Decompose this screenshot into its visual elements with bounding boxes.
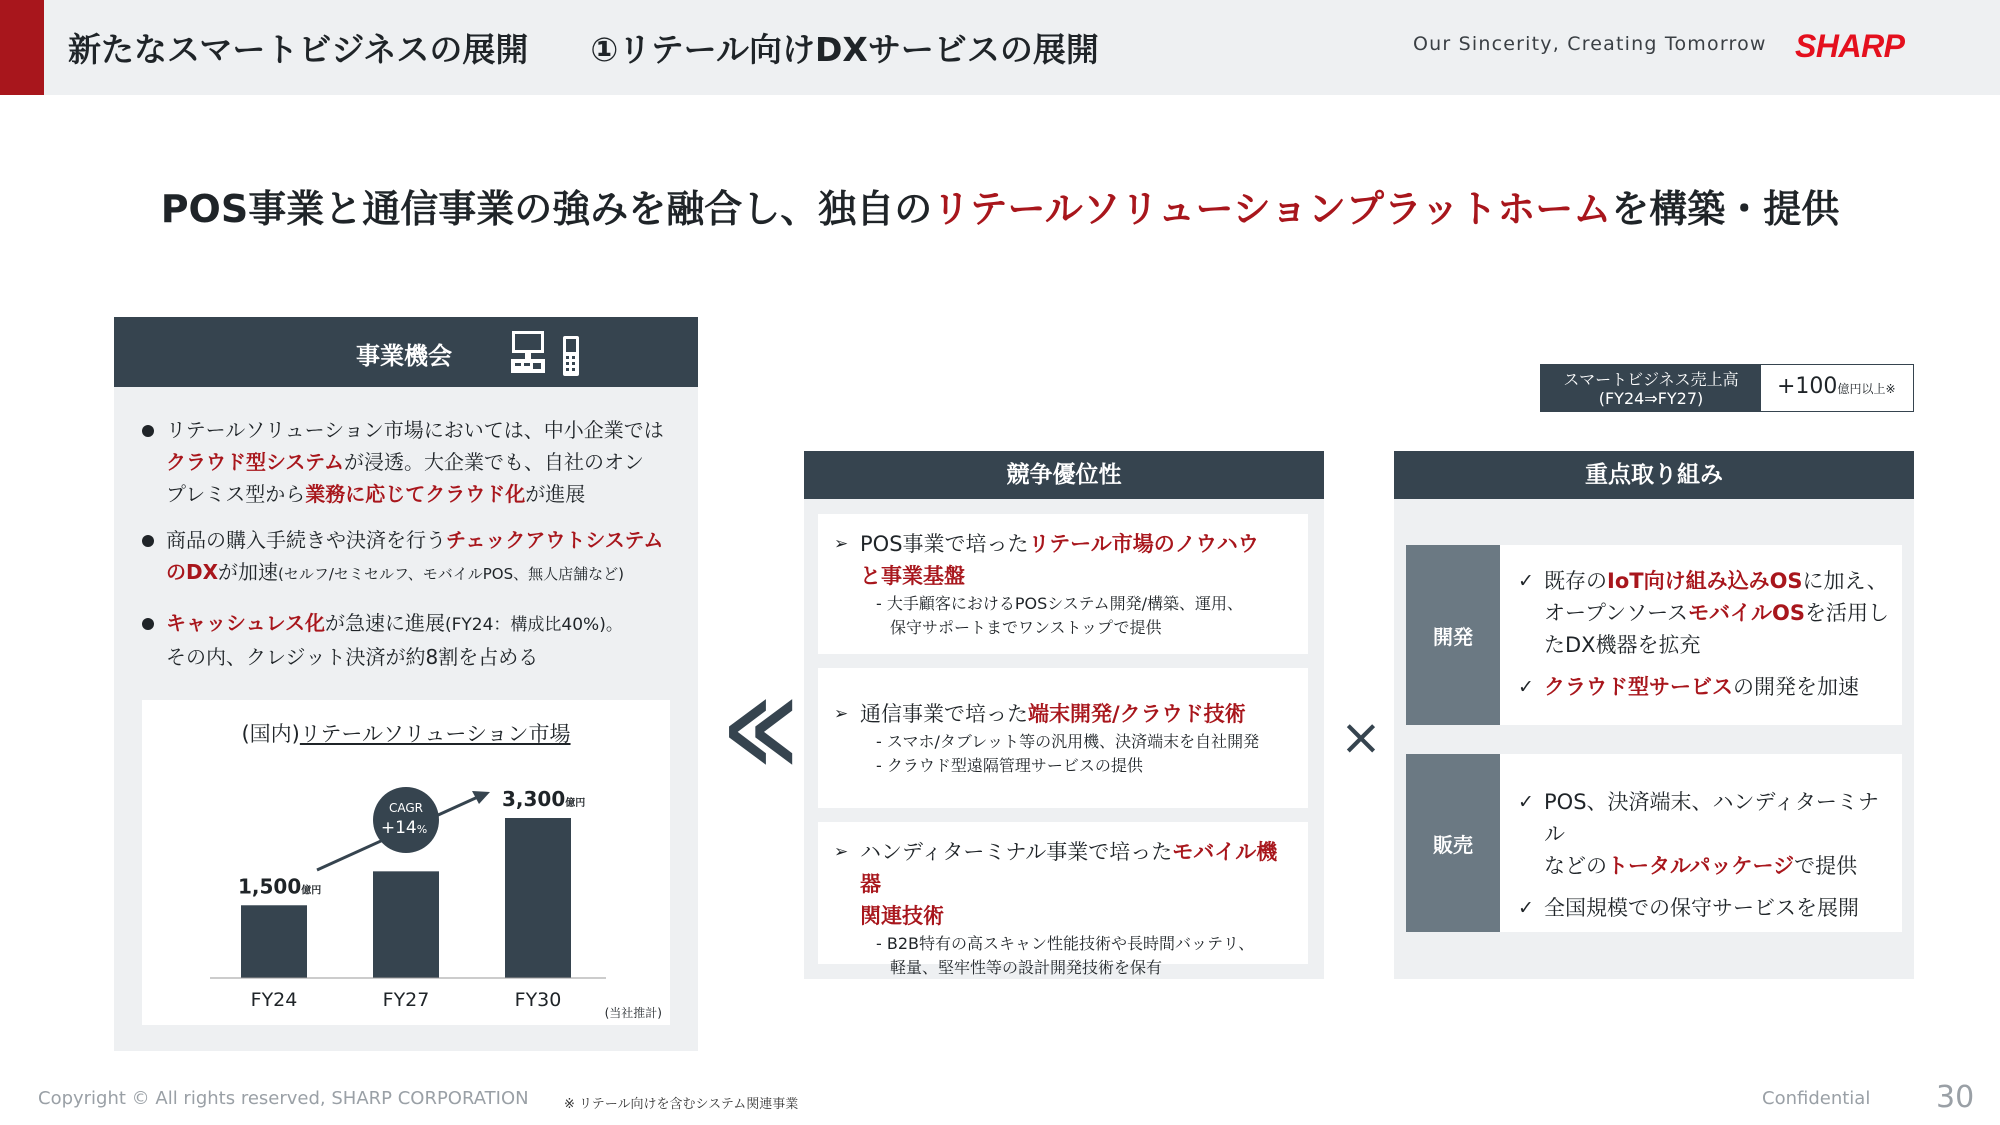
chart-category-label: FY30: [514, 989, 562, 1011]
b2-h1: チェックアウトシステム: [446, 528, 664, 552]
dev-i1-l2b: を活用し: [1805, 601, 1890, 625]
adv1-pre: POS事業で培った: [860, 532, 1029, 556]
sales-item-1: [1518, 786, 1892, 882]
bullet-dot: [142, 425, 154, 437]
confidential-label: Confidential: [1762, 1088, 1871, 1109]
market-chart: [142, 700, 670, 1025]
headline-pre: POS事業と通信事業の強みを融合し、独自の: [160, 187, 933, 231]
chart-data-label: 3,300億円: [502, 787, 586, 811]
dev-item-2: [1518, 671, 1892, 703]
copyright: Copyright © All rights reserved, SHARP CORPORATION: [38, 1088, 529, 1109]
dev-i1-h: IoT向け組み込みOS: [1607, 569, 1803, 593]
advantage-heading: 競争優位性: [804, 451, 1324, 499]
dev-i2-post: の開発を加速: [1733, 675, 1859, 699]
badge-label-1: スマートビジネス売上高: [1563, 370, 1739, 389]
sales-item-2: [1518, 892, 1892, 924]
opportunity-bullet-2: [142, 524, 682, 590]
bullet-dot: [142, 535, 154, 547]
bullet-dot: [142, 618, 154, 630]
check-icon: ✓: [1518, 676, 1534, 698]
chart-bar: [505, 818, 571, 978]
opportunity-header: [114, 317, 698, 387]
opportunity-panel: [114, 317, 698, 1051]
slogan: Our Sincerity, Creating Tomorrow: [1413, 33, 1767, 55]
adv3-h: モバイル機器: [860, 840, 1278, 896]
advantage-panel: [804, 451, 1324, 979]
sales-i2: 全国規模での保守サービスを展開: [1544, 896, 1859, 920]
opportunity-heading: 事業機会: [356, 342, 452, 370]
chart-bar: [241, 905, 307, 978]
chart-category-label: FY27: [382, 989, 430, 1011]
dev-i1-pre: 既存の: [1544, 569, 1607, 593]
b3-note: (FY24：構成比40%)。: [445, 615, 623, 635]
b3-l1: が急速に進展: [325, 611, 445, 635]
adv2-h: 端末開発/クラウド技術: [1028, 702, 1246, 726]
arrow-icon: ≪: [724, 673, 780, 785]
cross-icon: ×: [1340, 708, 1382, 766]
chart-title-text: リテールソリューション市場: [299, 722, 571, 746]
sales-tag: 販売: [1406, 754, 1500, 932]
adv3-sub1: - B2B特有の高スキャン性能技術や長時間バッテリ、: [876, 934, 1255, 953]
focus-heading: 重点取り組み: [1394, 451, 1914, 499]
sales-target-badge: [1540, 364, 1914, 412]
b2-l2: が加速: [218, 560, 279, 584]
dev-i2-h: クラウド型サービス: [1544, 675, 1733, 699]
headline-post: を構築・提供: [1611, 187, 1840, 231]
sales-i1-post: で提供: [1794, 854, 1858, 878]
adv1-h2: と事業基盤: [860, 564, 965, 588]
focus-dev-card: [1406, 545, 1902, 725]
dev-i1-post: に加え、: [1802, 569, 1888, 593]
sales-items: [1518, 786, 1892, 934]
handheld-terminal-icon: [561, 335, 581, 377]
chart-category-label: FY24: [250, 989, 298, 1011]
adv3-h2: 関連技術: [860, 904, 944, 928]
footnote: ※ リテール向けを含むシステム関連事業: [564, 1097, 799, 1112]
headline-highlight: リテールソリューションプラットホーム: [932, 187, 1612, 231]
advantage-line: [834, 528, 1292, 592]
cagr-value: +14%: [380, 818, 428, 838]
advantage-card-2: [818, 668, 1308, 808]
header-bar: [0, 0, 2000, 95]
dev-tag: 開発: [1406, 545, 1500, 725]
opportunity-bullet-3: [142, 607, 682, 673]
advantage-card-3: [818, 822, 1308, 977]
adv2-sub1: - スマホ/タブレット等の汎用機、決済端末を自社開発: [876, 732, 1260, 751]
chart-data-label: 1,500億円: [238, 874, 322, 899]
arrow-bullet-icon: ➢: [834, 704, 849, 724]
dev-i1-l2: オープンソース: [1544, 601, 1689, 625]
b1-h1: クラウド型システム: [166, 450, 344, 474]
b1-l1: リテールソリューション市場においては、中小企業では: [166, 418, 664, 442]
advantage-line: [834, 836, 1292, 932]
adv3-sub2: 軽量、堅牢性等の設計開発技術を保有: [890, 958, 1163, 977]
b1-l2: が浸透。大企業でも、自社のオン: [344, 450, 644, 474]
arrow-bullet-icon: ➢: [834, 842, 849, 862]
advantage-card-1: [818, 514, 1308, 654]
chart-bar: [373, 871, 439, 978]
advantage-line: [834, 698, 1292, 730]
chart-note: (当社推計): [604, 1006, 662, 1020]
chart-plot: [142, 700, 670, 1025]
adv1-sub1: - 大手顧客におけるPOSシステム開発/構築、運用、: [876, 594, 1244, 613]
check-icon: ✓: [1518, 897, 1534, 919]
b2-h2: のDX: [166, 560, 219, 584]
sales-i1-l1: POS、決済端末、ハンディターミナル: [1544, 790, 1879, 846]
bullet-text: [166, 414, 682, 510]
b1-l4: が進展: [525, 482, 586, 506]
badge-label: [1541, 365, 1761, 411]
adv2-sub2: - クラウド型遠隔管理サービスの提供: [876, 756, 1143, 775]
chart-title-prefix: (国内): [241, 722, 300, 746]
cagr-label: CAGR: [388, 801, 424, 815]
b1-h2: 業務に応じてクラウド化: [305, 482, 526, 506]
opportunity-bullet-1: [142, 414, 682, 510]
sales-i1-l2: などの: [1544, 854, 1607, 878]
bullet-text: [166, 524, 682, 590]
focus-panel: [1394, 451, 1914, 979]
adv2-pre: 通信事業で培った: [860, 702, 1028, 726]
adv1-sub2: 保守サポートまでワンストップで提供: [890, 618, 1162, 637]
b1-l3: プレミス型から: [166, 482, 306, 506]
sales-i1-h: トータルパッケージ: [1607, 854, 1795, 878]
headline: [0, 178, 2000, 233]
dev-i1-l3: たDX機器を拡充: [1544, 633, 1701, 657]
b3-l2: その内、クレジット決済が約8割を占める: [166, 645, 539, 669]
arrow-bullet-icon: ➢: [834, 534, 849, 554]
b2-l1: 商品の購入手続きや決済を行う: [166, 528, 446, 552]
page-title: [68, 24, 1099, 71]
title-sub: ①リテール向けDXサービスの展開: [590, 30, 1099, 69]
check-icon: ✓: [1518, 570, 1534, 592]
sharp-logo: SHARP: [1795, 28, 1905, 64]
pos-terminal-icon: [510, 329, 546, 375]
focus-sales-card: [1406, 754, 1902, 932]
page-number: 30: [1936, 1080, 1975, 1115]
dev-items: [1518, 565, 1892, 713]
adv3-pre: ハンディターミナル事業で培った: [860, 840, 1173, 864]
bullet-text: [166, 607, 682, 673]
badge-number: +100: [1777, 374, 1838, 399]
b2-note: (セルフ/セミセルフ、モバイルPOS、無人店舗など): [278, 565, 624, 583]
badge-label-2: (FY24⇒FY27): [1598, 389, 1704, 408]
dev-item-1: [1518, 565, 1892, 661]
dev-i1-h2: モバイルOS: [1688, 601, 1806, 625]
adv1-h: リテール市場のノウハウ: [1028, 532, 1259, 556]
check-icon: ✓: [1518, 791, 1534, 813]
badge-value: [1777, 374, 1896, 399]
badge-unit: 億円以上※: [1837, 382, 1896, 396]
b3-h1: キャッシュレス化: [166, 611, 325, 635]
accent-bar: [0, 0, 44, 95]
title-main: 新たなスマートビジネスの展開: [68, 30, 529, 69]
